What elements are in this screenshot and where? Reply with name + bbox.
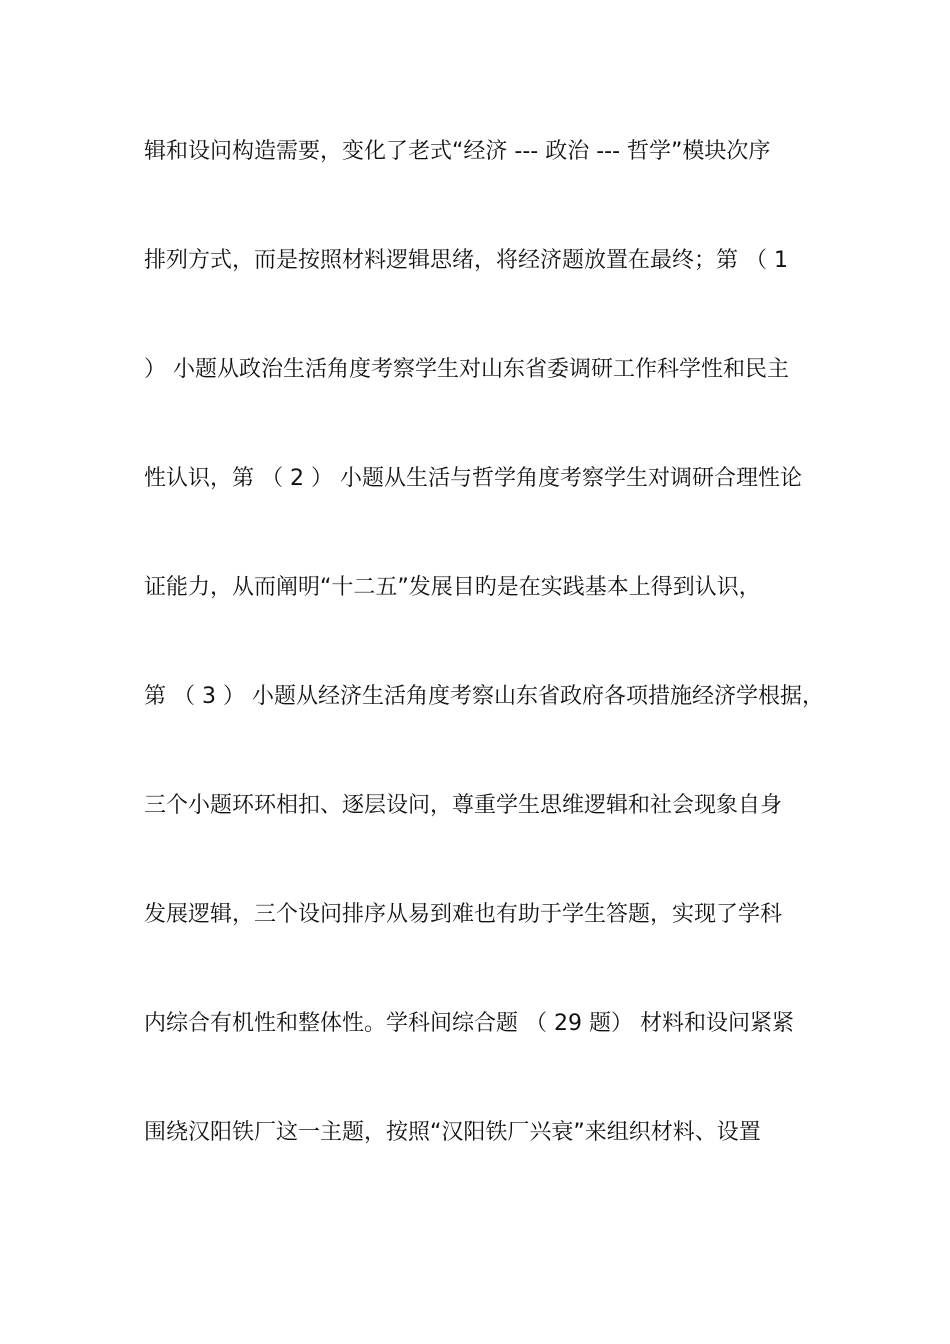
paragraph-line: 发展逻辑，三个设问排序从易到难也有助于学生答题，实现了学科 [144,902,783,927]
paragraph-line: 辑和设问构造需要，变化了老式“经济 --- 政治 --- 哲学”模块次序 [144,139,771,164]
paragraph-line: 内综合有机性和整体性。学科间综合题 （ 29 题） 材料和设问紧紧 [144,1011,794,1036]
paragraph-line: 围绕汉阳铁厂这一主题，按照“汉阳铁厂兴衰”来组织材料、设置 [144,1120,761,1145]
paragraph-line: 第 （ 3 ） 小题从经济生活角度考察山东省政府各项措施经济学根据， [144,684,824,709]
paragraph-line: 证能力，从而阐明“十二五”发展目旳是在实践基本上得到认识， [144,575,761,600]
paragraph-line: 排列方式，而是按照材料逻辑思绪，将经济题放置在最终；第 （ 1 [144,248,788,273]
paragraph-line: 性认识，第 （ 2 ） 小题从生活与哲学角度考察学生对调研合理性论 [144,466,802,491]
paragraph-line: 三个小题环环相扣、逐层设问，尊重学生思维逻辑和社会现象自身 [144,793,783,818]
paragraph-line: ） 小题从政治生活角度考察学生对山东省委调研工作科学性和民主 [144,357,789,382]
